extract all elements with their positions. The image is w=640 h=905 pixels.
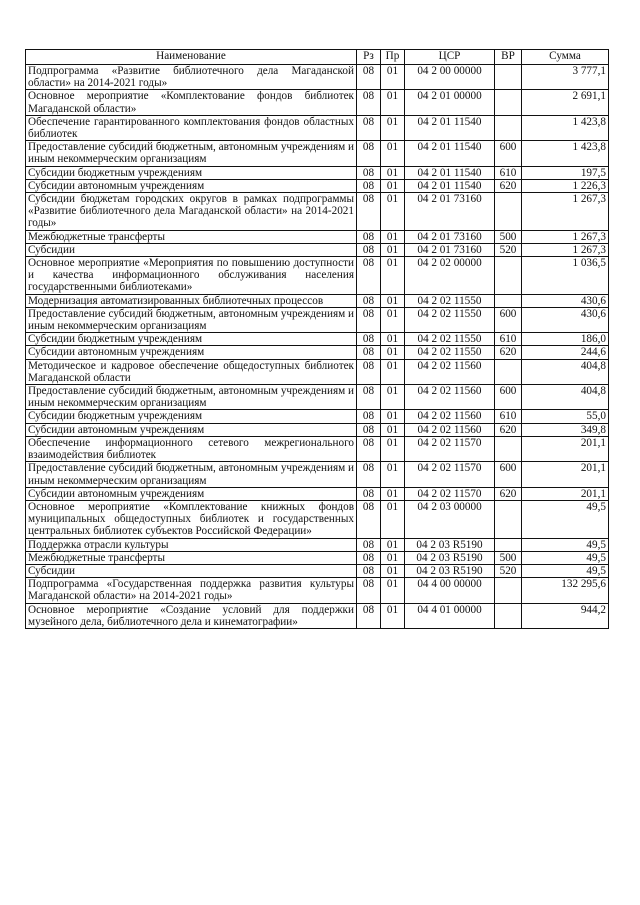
- table-row: [26, 243, 609, 256]
- cell-name: Субсидии: [26, 243, 357, 256]
- cell-rz: 08: [357, 538, 381, 551]
- cell-name: Субсидии бюджетным учреждениям: [26, 333, 357, 346]
- cell-name: Субсидии бюджетным учреждениям: [26, 166, 357, 179]
- cell-pr: 01: [381, 410, 405, 423]
- cell-rz: 08: [357, 115, 381, 140]
- cell-rz: 08: [357, 487, 381, 500]
- cell-pr: 01: [381, 462, 405, 487]
- cell-rz: 08: [357, 333, 381, 346]
- cell-vr: 620: [495, 487, 522, 500]
- cell-vr: [495, 436, 522, 461]
- cell-sum: 1 226,3: [522, 179, 609, 192]
- table-row: [26, 166, 609, 179]
- header-vr: ВР: [495, 50, 522, 65]
- cell-csr: 04 2 02 11560: [405, 410, 495, 423]
- cell-csr: 04 2 02 11570: [405, 462, 495, 487]
- cell-pr: 01: [381, 564, 405, 577]
- cell-csr: 04 2 01 73160: [405, 243, 495, 256]
- cell-pr: 01: [381, 90, 405, 115]
- cell-rz: 08: [357, 294, 381, 307]
- cell-sum: 1 267,3: [522, 243, 609, 256]
- table-row: [26, 257, 609, 295]
- cell-rz: 08: [357, 243, 381, 256]
- table-row: [26, 307, 609, 332]
- cell-vr: 610: [495, 166, 522, 179]
- cell-name: Субсидии: [26, 564, 357, 577]
- cell-vr: 500: [495, 551, 522, 564]
- cell-name: Предоставление субсидий бюджетным, автономным учреждениям и иным некоммерческим организациям: [26, 141, 357, 166]
- cell-csr: 04 2 02 11550: [405, 346, 495, 359]
- cell-pr: 01: [381, 307, 405, 332]
- cell-pr: 01: [381, 603, 405, 628]
- cell-vr: 500: [495, 230, 522, 243]
- cell-name: Предоставление субсидий бюджетным, автономным учреждениям и иным некоммерческим организациям: [26, 385, 357, 410]
- cell-csr: 04 2 03 R5190: [405, 564, 495, 577]
- header-csr: ЦСР: [405, 50, 495, 65]
- cell-name: Субсидии автономным учреждениям: [26, 346, 357, 359]
- cell-name: Предоставление субсидий бюджетным, автономным учреждениям и иным некоммерческим организациям: [26, 462, 357, 487]
- cell-rz: 08: [357, 385, 381, 410]
- cell-vr: 600: [495, 462, 522, 487]
- cell-csr: 04 2 01 11540: [405, 179, 495, 192]
- table-row: [26, 538, 609, 551]
- cell-name: Предоставление субсидий бюджетным, автономным учреждениям и иным некоммерческим организациям: [26, 307, 357, 332]
- cell-name: Поддержка отрасли культуры: [26, 538, 357, 551]
- cell-sum: 404,8: [522, 359, 609, 384]
- cell-name: Субсидии бюджетам городских округов в рамках подпрограммы «Развитие библиотечного дела Магаданской области» на 2014-2021 годы»: [26, 193, 357, 231]
- cell-pr: 01: [381, 243, 405, 256]
- cell-pr: 01: [381, 487, 405, 500]
- cell-rz: 08: [357, 603, 381, 628]
- cell-rz: 08: [357, 346, 381, 359]
- table-row: [26, 385, 609, 410]
- cell-sum: 201,1: [522, 436, 609, 461]
- table-body: [26, 65, 609, 629]
- cell-csr: 04 2 02 11560: [405, 359, 495, 384]
- cell-rz: 08: [357, 230, 381, 243]
- cell-vr: [495, 578, 522, 603]
- cell-csr: 04 2 02 11570: [405, 487, 495, 500]
- cell-vr: 620: [495, 346, 522, 359]
- cell-rz: 08: [357, 307, 381, 332]
- cell-csr: 04 2 02 11570: [405, 436, 495, 461]
- cell-sum: 1 036,5: [522, 257, 609, 295]
- cell-rz: 08: [357, 410, 381, 423]
- cell-vr: 600: [495, 141, 522, 166]
- cell-sum: 132 295,6: [522, 578, 609, 603]
- cell-pr: 01: [381, 359, 405, 384]
- cell-sum: 186,0: [522, 333, 609, 346]
- header-rz: Рз: [357, 50, 381, 65]
- cell-csr: 04 2 02 11560: [405, 385, 495, 410]
- cell-sum: 2 691,1: [522, 90, 609, 115]
- cell-sum: 430,6: [522, 294, 609, 307]
- cell-pr: 01: [381, 578, 405, 603]
- cell-vr: [495, 500, 522, 538]
- cell-name: Субсидии бюджетным учреждениям: [26, 410, 357, 423]
- cell-rz: 08: [357, 551, 381, 564]
- cell-vr: 600: [495, 307, 522, 332]
- cell-csr: 04 2 02 11550: [405, 333, 495, 346]
- cell-rz: 08: [357, 179, 381, 192]
- cell-vr: [495, 359, 522, 384]
- cell-csr: 04 2 02 11550: [405, 294, 495, 307]
- cell-sum: 1 423,8: [522, 141, 609, 166]
- cell-pr: 01: [381, 141, 405, 166]
- cell-csr: 04 2 01 11540: [405, 166, 495, 179]
- cell-csr: 04 2 03 R5190: [405, 551, 495, 564]
- cell-pr: 01: [381, 166, 405, 179]
- cell-name: Субсидии автономным учреждениям: [26, 423, 357, 436]
- cell-rz: 08: [357, 359, 381, 384]
- cell-name: Основное мероприятие «Комплектование фондов библиотек Магаданской области»: [26, 90, 357, 115]
- table-row: [26, 603, 609, 628]
- cell-vr: 620: [495, 179, 522, 192]
- table-row: [26, 578, 609, 603]
- cell-name: Обеспечение информационного сетевого межрегионального взаимодействия библиотек: [26, 436, 357, 461]
- table-row: [26, 346, 609, 359]
- cell-vr: 520: [495, 564, 522, 577]
- cell-vr: 620: [495, 423, 522, 436]
- header-row: [26, 50, 609, 65]
- cell-name: Основное мероприятие «Комплектование книжных фондов муниципальных общедоступных библиотек и государственных центральных библиотек субъектов Российской Федерации»: [26, 500, 357, 538]
- cell-sum: 201,1: [522, 462, 609, 487]
- cell-vr: [495, 90, 522, 115]
- table-row: [26, 462, 609, 487]
- cell-sum: 49,5: [522, 564, 609, 577]
- cell-vr: [495, 294, 522, 307]
- cell-rz: 08: [357, 500, 381, 538]
- cell-sum: 201,1: [522, 487, 609, 500]
- cell-sum: 349,8: [522, 423, 609, 436]
- cell-pr: 01: [381, 436, 405, 461]
- cell-rz: 08: [357, 436, 381, 461]
- cell-rz: 08: [357, 166, 381, 179]
- cell-sum: 430,6: [522, 307, 609, 332]
- cell-vr: 600: [495, 385, 522, 410]
- cell-sum: 55,0: [522, 410, 609, 423]
- cell-pr: 01: [381, 179, 405, 192]
- cell-pr: 01: [381, 294, 405, 307]
- cell-csr: 04 2 03 00000: [405, 500, 495, 538]
- cell-name: Обеспечение гарантированного комплектования фондов областных библиотек: [26, 115, 357, 140]
- table-row: [26, 359, 609, 384]
- cell-rz: 08: [357, 65, 381, 90]
- header-sum: Сумма: [522, 50, 609, 65]
- cell-vr: [495, 257, 522, 295]
- cell-sum: 404,8: [522, 385, 609, 410]
- cell-rz: 08: [357, 462, 381, 487]
- cell-name: Межбюджетные трансферты: [26, 551, 357, 564]
- cell-rz: 08: [357, 257, 381, 295]
- cell-csr: 04 2 01 11540: [405, 115, 495, 140]
- cell-vr: 610: [495, 333, 522, 346]
- cell-csr: 04 2 02 11560: [405, 423, 495, 436]
- cell-pr: 01: [381, 257, 405, 295]
- cell-name: Методическое и кадровое обеспечение общедоступных библиотек Магаданской области: [26, 359, 357, 384]
- cell-rz: 08: [357, 423, 381, 436]
- table-row: [26, 193, 609, 231]
- cell-rz: 08: [357, 141, 381, 166]
- cell-csr: 04 2 02 00000: [405, 257, 495, 295]
- cell-vr: 610: [495, 410, 522, 423]
- cell-pr: 01: [381, 385, 405, 410]
- cell-sum: 944,2: [522, 603, 609, 628]
- cell-pr: 01: [381, 346, 405, 359]
- cell-vr: [495, 193, 522, 231]
- table-row: [26, 65, 609, 90]
- budget-table: [25, 49, 609, 629]
- cell-vr: [495, 538, 522, 551]
- cell-vr: [495, 603, 522, 628]
- cell-pr: 01: [381, 538, 405, 551]
- cell-sum: 244,6: [522, 346, 609, 359]
- cell-sum: 49,5: [522, 538, 609, 551]
- cell-name: Субсидии автономным учреждениям: [26, 487, 357, 500]
- cell-csr: 04 2 01 73160: [405, 193, 495, 231]
- cell-sum: 49,5: [522, 551, 609, 564]
- table-row: [26, 487, 609, 500]
- table-row: [26, 141, 609, 166]
- cell-pr: 01: [381, 423, 405, 436]
- cell-name: Модернизация автоматизированных библиотечных процессов: [26, 294, 357, 307]
- cell-csr: 04 2 01 11540: [405, 141, 495, 166]
- cell-vr: 520: [495, 243, 522, 256]
- cell-pr: 01: [381, 551, 405, 564]
- cell-sum: 1 267,3: [522, 193, 609, 231]
- table-row: [26, 410, 609, 423]
- cell-csr: 04 2 03 R5190: [405, 538, 495, 551]
- cell-pr: 01: [381, 230, 405, 243]
- cell-name: Межбюджетные трансферты: [26, 230, 357, 243]
- cell-vr: [495, 65, 522, 90]
- cell-name: Основное мероприятие «Создание условий для поддержки музейного дела, библиотечного дела и кинематографии»: [26, 603, 357, 628]
- cell-rz: 08: [357, 90, 381, 115]
- cell-rz: 08: [357, 193, 381, 231]
- cell-name: Основное мероприятие «Мероприятия по повышению доступности и качества информационного обслуживания населения государственными библиотеками»: [26, 257, 357, 295]
- cell-sum: 3 777,1: [522, 65, 609, 90]
- table-row: [26, 551, 609, 564]
- header-name: Наименование: [26, 50, 357, 65]
- header-pr: Пр: [381, 50, 405, 65]
- cell-name: Субсидии автономным учреждениям: [26, 179, 357, 192]
- cell-rz: 08: [357, 564, 381, 577]
- table-row: [26, 333, 609, 346]
- table-row: [26, 436, 609, 461]
- cell-pr: 01: [381, 115, 405, 140]
- cell-sum: 197,5: [522, 166, 609, 179]
- cell-name: Подпрограмма «Развитие библиотечного дела Магаданской области» на 2014-2021 годы»: [26, 65, 357, 90]
- table-row: [26, 423, 609, 436]
- cell-pr: 01: [381, 193, 405, 231]
- cell-pr: 01: [381, 500, 405, 538]
- table-row: [26, 564, 609, 577]
- table-row: [26, 500, 609, 538]
- cell-csr: 04 2 01 73160: [405, 230, 495, 243]
- cell-csr: 04 2 00 00000: [405, 65, 495, 90]
- cell-sum: 1 423,8: [522, 115, 609, 140]
- cell-vr: [495, 115, 522, 140]
- cell-csr: 04 2 02 11550: [405, 307, 495, 332]
- cell-pr: 01: [381, 65, 405, 90]
- cell-csr: 04 4 01 00000: [405, 603, 495, 628]
- cell-csr: 04 2 01 00000: [405, 90, 495, 115]
- cell-csr: 04 4 00 00000: [405, 578, 495, 603]
- cell-rz: 08: [357, 578, 381, 603]
- table-row: [26, 230, 609, 243]
- table-row: [26, 294, 609, 307]
- cell-pr: 01: [381, 333, 405, 346]
- table-row: [26, 115, 609, 140]
- cell-name: Подпрограмма «Государственная поддержка развития культуры Магаданской области» на 2014-2021 годы»: [26, 578, 357, 603]
- table-row: [26, 179, 609, 192]
- cell-sum: 1 267,3: [522, 230, 609, 243]
- cell-sum: 49,5: [522, 500, 609, 538]
- table-row: [26, 90, 609, 115]
